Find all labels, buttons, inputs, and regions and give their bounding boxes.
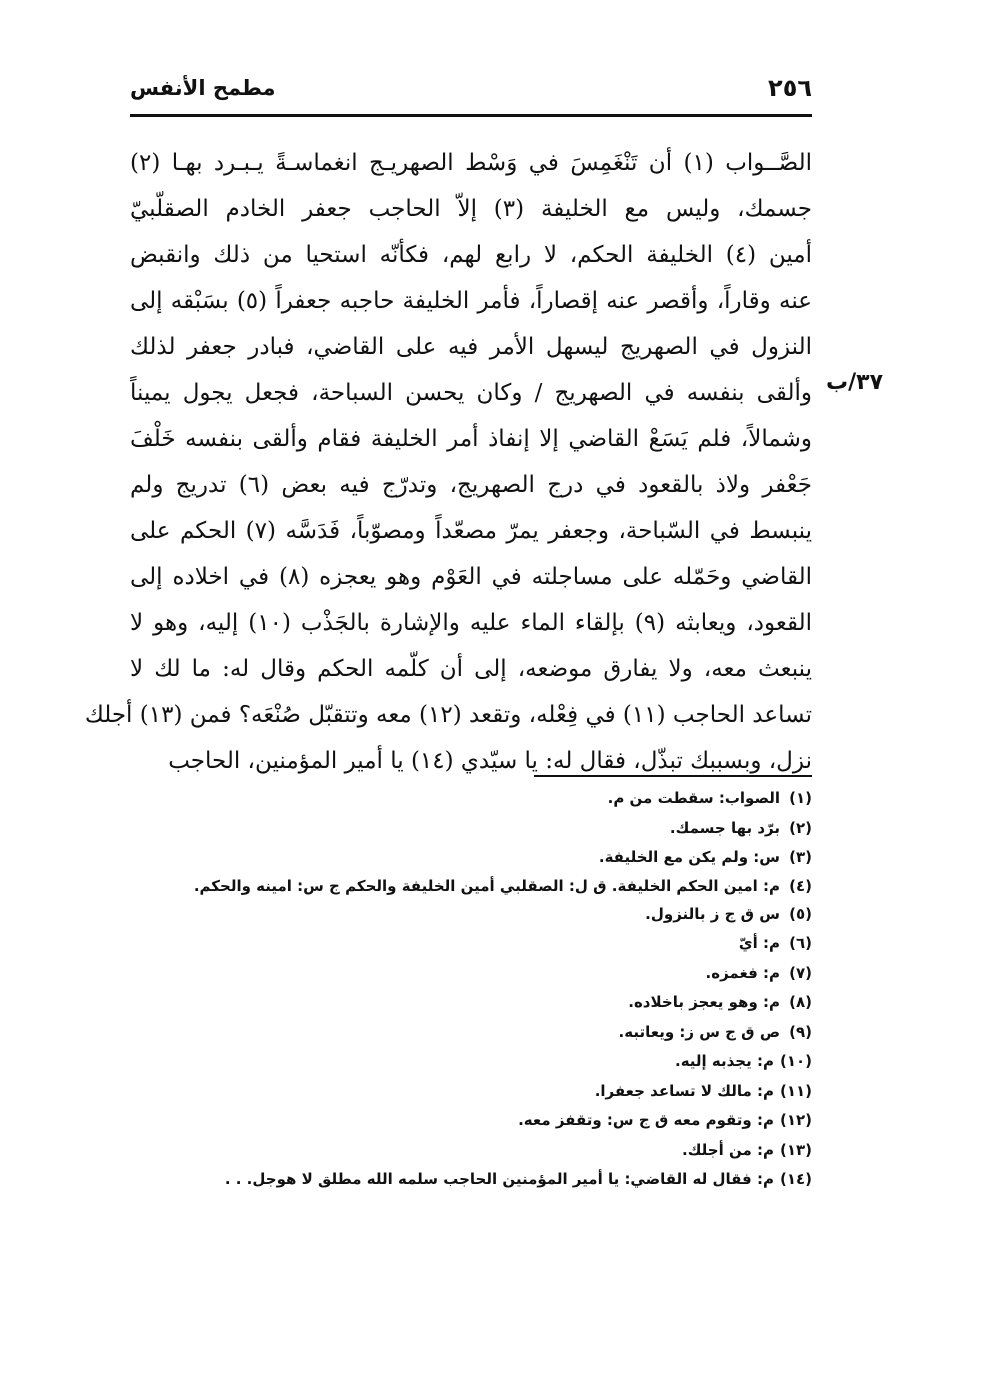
footnote-text: م: وهو يعجز باخلاده. (628, 993, 780, 1011)
footnote (130, 959, 812, 989)
footnote-number: (٩) (789, 1022, 812, 1041)
footnote (130, 1106, 812, 1136)
footnote (130, 784, 812, 814)
text-line: وشمالاً، فلم يَسَعْ القاضي إلا إنفاذ أمر الخليفة فقام وألقى بنفسه خَلْفَ (130, 426, 812, 452)
page-header (130, 70, 812, 118)
text-line: نزل، وبسببك تبذّل، فقال له: يا سيّدي (١٤) يا أمير المؤمنين، الحاجب (168, 748, 812, 774)
footnote-text: ص ق ج س ز: ويعاتبه. (618, 1022, 780, 1041)
footnote-text: م: مالك لا تساعد جعفرا. (594, 1081, 774, 1100)
footnote-number: (١٢) (779, 1111, 812, 1129)
footnote (130, 1077, 812, 1107)
header-rule (130, 114, 812, 117)
footnote-number: (٦) (789, 934, 812, 952)
text-line: أمين (٤) الخليفة الحكم، لا رابع لهم، فكأنّه استحيا من ذلك وانقبض (130, 242, 812, 268)
footnote (130, 1165, 812, 1195)
footnote (130, 929, 812, 959)
page-number: ٢٥٦ (768, 74, 812, 102)
footnote-number: (٥) (789, 904, 812, 923)
text-line: جسمك، وليس مع الخليفة (٣) إلاّ الحاجب جعفر الخادم الصقلّبيّ (130, 196, 812, 222)
footnote-number: (٢) (789, 818, 812, 837)
footnote-number: (١٤) (779, 1170, 812, 1188)
text-line: ينبعث معه، ولا يفارق موضعه، إلى أن كلّمه الحكم وقال له: ما لك لا (130, 656, 812, 682)
margin-folio-note: ٣٧/ب (826, 370, 884, 395)
footnote (130, 1047, 812, 1077)
text-line: عنه وقاراً، وأقصر عنه إقصاراً، فأمر الخليفة حاجبه جعفراً (٥) بسَبْقه إلى (130, 288, 812, 314)
footnote-text: س: ولم يكن مع الخليفة. (598, 848, 780, 866)
footnote (130, 873, 812, 900)
text-line: جَعْفر ولاذ بالقعود في درج الصهريج، وتدرّج فيه بعض (٦) تدريج ولم (130, 472, 812, 498)
footnote-rule (534, 775, 812, 777)
text-line: الصَّــواب (١) أن تَنْغَمِسَ في وَسْط الصهريـج انغماسـةً يـبـرد بهـا (٢) (130, 150, 812, 176)
footnote (130, 1136, 812, 1166)
footnote (130, 988, 812, 1018)
footnote (130, 843, 812, 873)
text-line: القاضي وحَمّله على مساجلته في العَوْم وهو يعجزه (٨) في اخلاده إلى (130, 564, 812, 590)
footnote-number: (١١) (779, 1081, 812, 1100)
text-line: النزول في الصهريج ليسهل الأمر فيه على القاضي، فبادر جعفر لذلك (130, 334, 812, 360)
footnote-text: م: من أجلك. (682, 1140, 774, 1159)
footnote-text: م: فقال له القاضي: يا أمير المؤمنين الحاجب سلمه الله مطلق لا هوجل. . . (224, 1170, 774, 1188)
footnote-text: م: فغمزه. (705, 963, 780, 982)
text-line: ينبسط في السّباحة، وجعفر يمرّ مصعّداً ومصوّباً، فَدَسَّه (٧) الحكم على (130, 518, 813, 544)
footnote-text: م: وتقوم معه ق ج س: وتقفز معه. (518, 1111, 774, 1129)
footnote-number: (٧) (789, 963, 812, 982)
footnote-number: (٨) (789, 993, 812, 1011)
footnote-text: م: أيّ (738, 934, 780, 952)
footnote-text: م: امين الحكم الخليفة. ق ل: الصقلبي أمين الخليفة والحكم ج س: امينه والحكم. (193, 876, 780, 895)
text-line: وألقى بنفسه في الصهريج / وكان يحسن السباحة، فجعل يجول يميناً (130, 380, 812, 406)
footnote (130, 1018, 812, 1048)
text-line: القعود، ويعابثه (٩) بإلقاء الماء عليه والإشارة بالجَذْب (١٠) إليه، وهو لا (130, 610, 813, 636)
footnote-number: (١٠) (779, 1052, 812, 1070)
footnote-text: س ق ج ز بالنزول. (645, 904, 780, 923)
footnote-number: (٣) (789, 848, 812, 866)
footnote (130, 900, 812, 930)
footnote-text: الصواب: سقطت من م. (607, 789, 780, 807)
main-text (84, 140, 813, 784)
running-title: مطمح الأنفس (130, 76, 276, 100)
footnote-text: م: يجذبه إليه. (675, 1052, 774, 1070)
footnote-number: (٤) (789, 876, 812, 895)
footnote-number: (١) (789, 789, 812, 807)
footnote-text: برّد بها جسمك. (669, 818, 780, 837)
footnote (130, 814, 812, 844)
text-line: تساعد الحاجب (١١) في فِعْله، وتقعد (١٢) معه وتتقبّل صُنْعَه؟ فمن (١٣) أجلك (84, 702, 812, 728)
footnotes (130, 784, 812, 1195)
footnote-number: (١٣) (779, 1140, 812, 1159)
